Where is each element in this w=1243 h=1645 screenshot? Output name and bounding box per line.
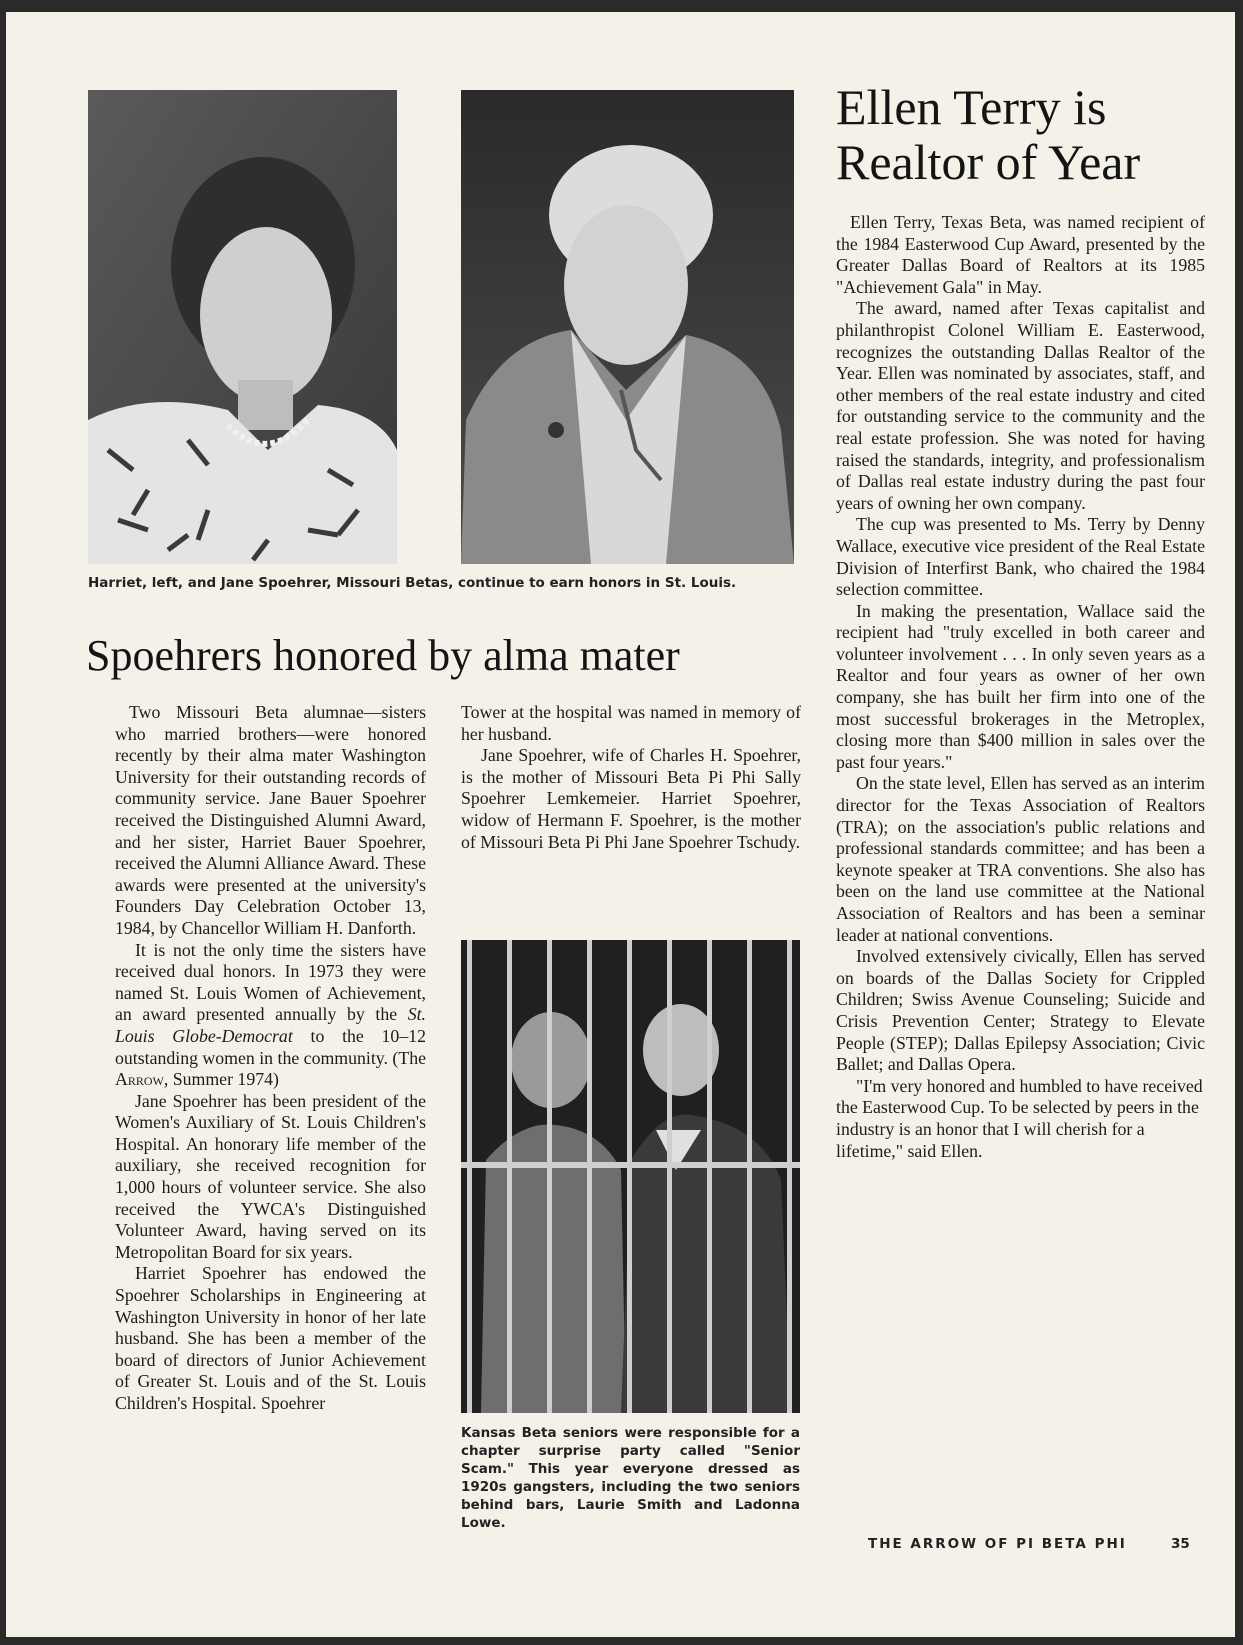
text-run: , Summer 1974) (163, 1069, 279, 1090)
spoehrer-paragraph: Harriet Spoehrer has endowed the Spoehrer Scholarships in Engineering at Washington University in honor of her late husband. She has been a member of the board of directors of Junior Achievement of Greater St. Louis and of the St. Louis Children's Hospital. Spoehrer (115, 1263, 426, 1413)
terry-paragraph: Ellen Terry, Texas Beta, was named recipient of the 1984 Easterwood Cup Award, presented by the Greater Dallas Board of Realtors at its 1985 "Achievement Gala" in May. (836, 212, 1205, 297)
terry-paragraph: The cup was presented to Ms. Terry by Denny Wallace, executive vice president of the Real Estate Division of Interfirst Bank, who chaired the 1984 selection committee. (836, 514, 1205, 600)
photo-seniors-behind-bars (461, 940, 800, 1413)
terry-headline-line-1: Ellen Terry is (836, 79, 1107, 135)
footer-publication: THE ARROW OF PI BETA PHI (868, 1536, 1127, 1552)
text-run: It is not the only time the sisters have received dual honors. In 1973 they were named St. Louis Women of Achievement, an award presented annually by the (115, 939, 426, 1025)
terry-headline-line-2: Realtor of Year (836, 134, 1141, 190)
page-number: 35 (1171, 1536, 1190, 1552)
photo-harriet (88, 90, 397, 564)
terry-column (836, 212, 1205, 1162)
photo-caption-bottom: Kansas Beta seniors were responsible for a chapter surprise party called "Senior Scam." This year everyone dressed as 1920s gangsters, including the two seniors behind bars, Laurie Smith and Ladonna Lowe. (461, 1425, 800, 1531)
spoehrer-column-1 (115, 702, 426, 1415)
spoehrer-paragraph: Tower at the hospital was named in memory of her husband. (461, 702, 801, 744)
spoehrer-paragraph (115, 940, 426, 1091)
terry-paragraph: Involved extensively civically, Ellen has served on boards of the Dallas Society for Crippled Children; Swiss Avenue Counseling; Suicide and Crisis Prevention Center; Strategy to Elevate People (STEP); Dallas Epilepsy Association; Civic Ballet; and Dallas Opera. (836, 946, 1205, 1075)
spoehrer-column-2 (461, 702, 801, 853)
newspaper-title: St. Louis Globe-Democrat (115, 1004, 426, 1046)
terry-paragraph: "I'm very honored and humbled to have received the Easterwood Cup. To be selected by peers in the industry is an honor that I will cherish for a lifetime," said Ellen. (836, 1075, 1203, 1161)
spoehrer-paragraph: Jane Spoehrer has been president of the Women's Auxiliary of St. Louis Children's Hospital. An honorary life member of the auxiliary, she received recognition for 1,000 hours of volunteer service. She also received the YWCA's Distinguished Volunteer Award, having served on its Metropolitan Board for six years. (115, 1090, 426, 1262)
text-run: to the 10–12 outstanding women in the community. (The (115, 1025, 426, 1068)
terry-paragraph: In making the presentation, Wallace said the recipient had "truly excelled in both career and volunteer involvement . . . In only seven years as a Realtor and four years as owner of her own company, she has built her firm into one of the most successful brokerages in the Metroplex, closing more than $400 million in sales over the past four years." (836, 600, 1205, 772)
terry-paragraph: The award, named after Texas capitalist and philanthropist Colonel William E. Easterwood, recognizes the outstanding Dallas Realtor of the Year. Ellen was nominated by associates, staff, and other members of the real estate industry and cited for outstanding service to the community and the real estate profession. She was noted for having raised the standards, integrity, and professionalism of Dallas real estate industry during the past four years of owning her own company. (836, 298, 1205, 513)
photo-caption-top: Harriet, left, and Jane Spoehrer, Missouri Betas, continue to earn honors in St. Louis. (88, 575, 737, 591)
photo-jane (461, 90, 794, 564)
spoehrer-paragraph: Jane Spoehrer, wife of Charles H. Spoehrer, is the mother of Missouri Beta Pi Phi Sally Spoehrer Lemkemeier. Harriet Spoehrer, widow of Hermann F. Spoehrer, is the mother of Missouri Beta Pi Phi Jane Spoehrer Tschudy. (461, 745, 801, 852)
terry-headline (836, 80, 1216, 190)
spoehrer-headline: Spoehrers honored by alma mater (86, 631, 680, 680)
terry-paragraph: On the state level, Ellen has served as an interim director for the Texas Association of Realtors (TRA); on the association's public relations and professional standards committee; and has been a keynote speaker at TRA conventions. She also has been on the land use committee at the National Association of Realtors and has been a seminar leader at national conventions. (836, 773, 1205, 945)
magazine-name: Arrow (115, 1069, 164, 1090)
spoehrer-paragraph: Two Missouri Beta alumnae—sisters who married brothers—were honored recently by their alma mater Washington University for their outstanding records of community service. Jane Bauer Spoehrer received the Distinguished Alumni Award, and her sister, Harriet Bauer Spoehrer, received the Alumni Alliance Award. These awards were presented at the university's Founders Day Celebration October 13, 1984, by Chancellor William H. Danforth. (115, 702, 426, 938)
